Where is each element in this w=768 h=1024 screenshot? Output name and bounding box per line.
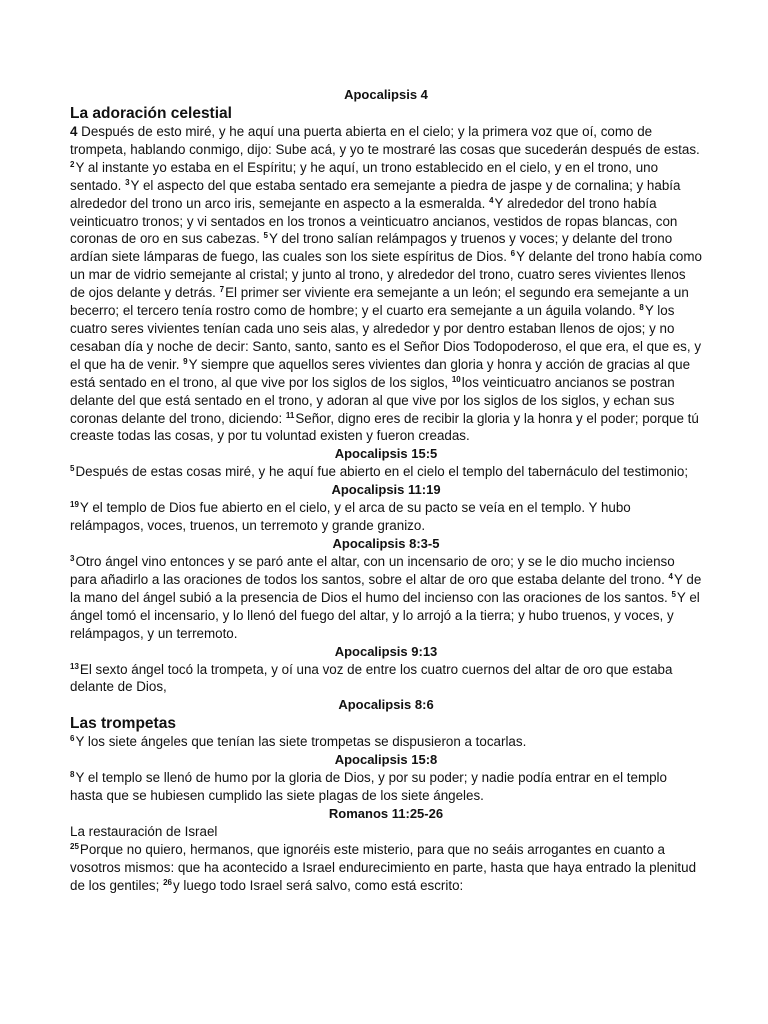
verse-number: 19 [70, 500, 79, 510]
verse-text: Y alrededor del trono había veinticuatro tronos; y vi sentados en los tronos a veinticuatro ancianos, vestidos de ropas blancas, con coronas de oro en sus cabezas. [70, 195, 678, 247]
verse-number: 8 [639, 303, 644, 313]
verse-text: Otro ángel vino entonces y se paró ante el altar, con un incensario de oro; y se le dio mucho incienso para añadirlo a las oraciones de todos los santos, sobre el altar de oro que estaba delante del trono. [70, 554, 675, 587]
verse-number: 3 [70, 554, 75, 564]
verse-number: 4 [70, 124, 78, 139]
verse-text: Y el templo de Dios fue abierto en el cielo, y el arca de su pacto se veía en el templo. Y hubo relámpagos, voces, truenos, un terremoto y grande granizo. [70, 500, 631, 534]
verse-number: 13 [70, 661, 79, 671]
verse-number: 4 [489, 195, 494, 205]
verse-text: los veinticuatro ancianos se postran delante del que está sentado en el trono, y adoran al que vive por los siglos de los siglos, y echan sus coronas delante del trono, diciendo: [70, 374, 675, 426]
verse-text: Y del trono salían relámpagos y truenos y voces; y delante del trono ardían siete lámparas de fuego, las cuales son los siete espíritus de Dios. [70, 231, 673, 265]
scripture-reference: Romanos 11:25-26 [328, 806, 444, 822]
verse-text: Y los cuatro seres vivientes tenían cada uno seis alas, y alrededor y por dentro estaban llenos de ojos; y no cesaban día y noche de decir: Santo, santo, santo es el Señor Dios Todopoderoso, el que era, el que es, y el que ha de venir. [70, 303, 702, 372]
verse-text: El sexto ángel tocó la trompeta, y oí una voz de entre los cuatro cuernos del altar de oro que estaba delante de Dios, [70, 661, 673, 695]
verse-number: 10 [451, 374, 461, 384]
verse-text: Y el ángel tomó el incensario, y lo llenó del fuego del altar, y lo arrojó a la tierra; y hubo truenos, y voces, y relámpagos, y un terremoto. [70, 589, 700, 641]
verse-text: Y siempre que aquellos seres vivientes dan gloria y honra y acción de gracias al que está sentado en el trono, al que vive por los siglos de los siglos, [70, 356, 691, 390]
verse-paragraph [70, 463, 702, 481]
scripture-reference: Apocalipsis 11:19 [331, 482, 441, 498]
verse-number: 5 [263, 231, 268, 241]
verse-text: Porque no quiero, hermanos, que ignoréis este misterio, para que no seáis arrogantes en cuanto a vosotros mismos: que ha acontecido a Israel endurecimiento en parte, hasta que haya entrado la plenitud de los gentiles; [70, 842, 697, 893]
verse-text: Y el templo se llenó de humo por la gloria de Dios, y por su poder; y nadie podía entrar en el templo hasta que se hubiesen cumplido las siete plagas de los siete ángeles. [70, 770, 667, 804]
verse-number: 2 [70, 159, 75, 169]
verse-number: 5 [70, 464, 75, 474]
verse-number: 25 [70, 842, 79, 851]
verse-text: Señor, digno eres de recibir la gloria y la honra y el poder; porque tú creaste todas las cosas, y por tu voluntad existen y fueron creadas. [70, 410, 699, 444]
verse-text: Y los siete ángeles que tenían las siete trompetas se dispusieron a tocarlas. [75, 734, 527, 750]
section-heading: Las trompetas [70, 715, 176, 733]
verse-number: 11 [285, 410, 295, 420]
subheading-text: La restauración de Israel [70, 824, 218, 840]
verse-text: Después de estas cosas miré, y he aquí fue abierto en el cielo el templo del tabernáculo del testimonio; [75, 464, 689, 480]
scripture-reference: Apocalipsis 15:8 [334, 752, 438, 768]
verse-paragraph [70, 733, 702, 751]
scripture-reference: Apocalipsis 8:3-5 [332, 536, 440, 552]
verse-paragraph [70, 123, 702, 445]
scripture-reference: Apocalipsis 9:13 [334, 643, 438, 659]
verse-text: Y el aspecto del que estaba sentado era semejante a piedra de jaspe y de cornalina; y había alrededor del trono un arco iris, semejante en aspecto a la esmeralda. [70, 177, 681, 211]
verse-number: 4 [668, 571, 673, 581]
verse-paragraph [70, 769, 702, 805]
verse-number: 3 [125, 177, 130, 187]
verse-text: y luego todo Israel será salvo, como está escrito: [172, 877, 464, 893]
verse-text: Y delante del trono había como un mar de vidrio semejante al cristal; y junto al trono, y alrededor del trono, cuatro seres vivientes llenos de ojos delante y detrás. [70, 249, 702, 301]
verse-text: Y al instante yo estaba en el Espíritu; y he aquí, un trono establecido en el cielo, y en el trono, uno sentado. [70, 159, 659, 193]
verse-number: 5 [671, 589, 676, 599]
verse-number: 8 [70, 770, 75, 780]
scripture-reference: Apocalipsis 4 [344, 87, 428, 102]
verse-paragraph [70, 553, 702, 643]
verse-number: 6 [70, 734, 75, 744]
section-heading: La adoración celestial [70, 105, 232, 122]
verse-text: El primer ser viviente era semejante a un león; el segundo era semejante a un becerro; el tercero tenía rostro como de hombre; y el cuarto era semejante a un águila volando. [70, 285, 689, 319]
verse-number: 26 [163, 877, 172, 887]
verse-number: 7 [219, 285, 225, 295]
scripture-reference: Apocalipsis 8:6 [338, 697, 434, 713]
verse-number: 9 [183, 356, 188, 366]
verse-paragraph [70, 841, 702, 895]
verse-text: Y de la mano del ángel subió a la presencia de Dios el humo del incienso con las oraciones de los santos. [70, 571, 702, 605]
verse-number: 6 [510, 249, 516, 259]
verse-paragraph [70, 661, 702, 697]
verse-text: Después de esto miré, y he aquí una puerta abierta en el cielo; y la primera voz que oí, como de trompeta, hablando conmigo, dijo: Sube acá, y yo te mostraré las cosas que sucederán después de estas. [70, 124, 700, 157]
scripture-reference: Apocalipsis 15:5 [334, 446, 438, 462]
verse-paragraph [70, 499, 702, 535]
